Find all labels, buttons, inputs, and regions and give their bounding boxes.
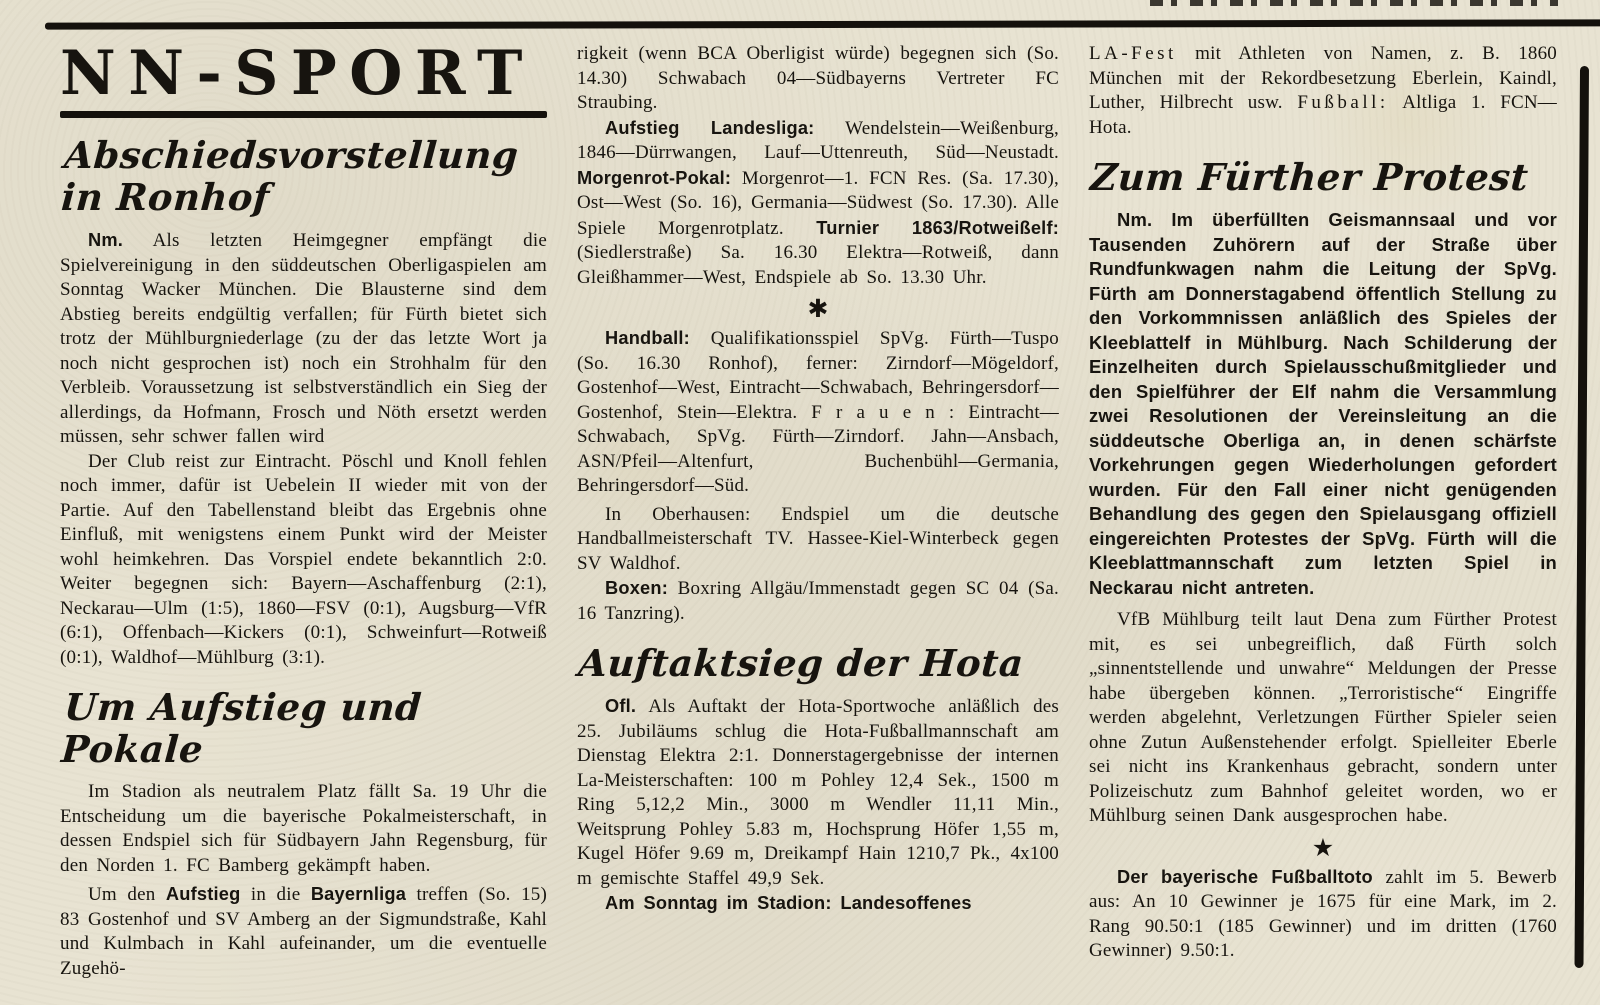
paragraph [577, 891, 1059, 917]
text-run: zahlt im 5. Bewerb aus: An 10 Gewinner je 1675 für eine Mark, im 2. Rang 90.50:1 (185 Gewinner) und im dritten (1760 Gewinner) 9.50:1. [1089, 866, 1557, 961]
paragraph: rigkeit (wenn BCA Oberligist würde) begegnen sich (So. 14.30) Schwabach 04—Südbayerns Vertreter FC Straubing. [577, 43, 1059, 113]
headline-um-aufstieg-und-pokale: Um Aufstieg und Pokale [59, 685, 424, 771]
text-run: Qualifikationsspiel SpVg. Fürth—Tuspo (So. 16.30 Ronhof), ferner: Zirndorf—Mögeldorf, Gostenhof—West, Eintracht—Schwabach, Behringersdorf—Gostenhof, Stein—Elektra. F r a u e n : Eintracht—Schwabach, SpVg. Fürth—Zirndorf. Jahn—Ansbach, ASN/Pfeil—Altenfurt, Buchenbühl—Germania, Behringersdorf—Süd. [577, 328, 1059, 496]
text-run: Morgenrot—1. FCN Res. (Sa. 17.30), Ost—West (So. 16), Germania—Südwest (So. 17.30). Alle Spiele Morgenrotplatz. [577, 167, 1059, 239]
column-left [60, 28, 547, 981]
text-run: Handball: [605, 327, 690, 348]
text-run: Aufstieg Landesliga: [605, 116, 815, 138]
paragraph [577, 694, 1059, 891]
text-run: LA-Fest [1089, 43, 1177, 64]
text-run: Als Auftakt der Hota-Sportwoche anläßlich des 25. Jubiläums schlug die Hota-Fußballmannschaft am Dienstag Elektra 2:1. Donnerstagergebnisse der internen La-Meisterschaften: 100 m Pohley 12,4 Sek., 1500 m Ring 5,12,2 Min., 3000 m Wendler 11,11 Min., Weitsprung Pohley 5.83 m, Hochsprung Höfer 1,55 m, Kugel Höfer 9.69 m, Dreikampf Hain 1210,7 Pk., 4x100 m gemischte Staffel 49,9 Sek. [577, 696, 1059, 889]
text-run: Morgenrot-Pokal: [577, 166, 732, 188]
headline-zum-fuerther-protest: Zum Fürther Protest [1088, 155, 1530, 199]
column-right [1089, 28, 1557, 981]
text-run: treffen (So. 15) 83 Gostenhof und SV Amberg an der Sigmundstraße, Kahl und Kulmbach in Kahl aufeinander, um die eventuelle Zugehö- [60, 884, 548, 979]
paragraph: Der Club reist zur Eintracht. Pöschl und Knoll fehlen noch immer, dafür ist Uebelein II wieder mit von der Partie. Auf den Tabellenstand bleibt das Ergebnis ohne Einfluß, mit wenigstens einem Punkt wird der Meister wohl heimkehren. Das Vorspiel endete bekanntlich 2:0. Weiter begegnen sich: Bayern—Aschaffenburg (2:1), Neckarau—Ulm (1:5), 1860—FSV (0:1), Augsburg—VfR (6:1), Offenbach—Kickers (0:1), Schweinfurt—Rotweiß (0:1), Waldhof—Mühlburg (3:1). [60, 450, 547, 668]
paragraph [60, 228, 547, 450]
text-run: Boxring Allgäu/Immenstadt gegen SC 04 (Sa. 16 Tanzring). [577, 578, 1059, 624]
text-run: Ofl. [605, 695, 637, 716]
text-run: Boxen: [605, 577, 668, 598]
paragraph [1089, 42, 1557, 140]
paragraph [60, 882, 547, 981]
text-run: Aufstieg [165, 883, 241, 904]
text-run: Um den [88, 884, 166, 905]
paragraph: VfB Mühlburg teilt laut Dena zum Fürther Protest mit, es sei unbegreiflich, daß Fürth solch „sinnentstellende und unwahre“ Meldungen der Presse habe übergeben können. „Terroristische“ Eingriffe werden abgelehnt, Verletzungen Fürther Spieler seien ohne Zutun Außenstehender erfolgt. Spielleiter Eberle sei nicht ins Krankenhaus gebracht, sondern unter Polizeischutz zum Bahnhof geleitet worden, wo er Mühlburg seinen Dank ausgesprochen habe. [1089, 609, 1557, 826]
text-run: Wendelstein—Weißenburg, 1846—Dürrwangen, Lauf—Uttenreuth, Süd—Neustadt. [577, 117, 1059, 163]
column-middle [577, 28, 1059, 981]
text-run: (Siedlerstraße) Sa. 16.30 Elektra—Rotweiß, dann Gleißhammer—West, Endspiele ab So. 13.30 Uhr. [577, 242, 1059, 288]
text-run: Als letzten Heimgegner empfängt die Spielvereinigung in den süddeutschen Oberligaspielen am Sonntag Wacker München. Die Blausterne sind dem Abstieg bereits endgültig verfallen; für Fürth bietet sich trotz der Mühlburgniederlage (zu der das letzte Wort ja noch nicht gesprochen ist) noch ein Strohhalm für den Verbleib. Voraussetzung ist selbstverständlich ein Sieg der allerdings, da Hofmann, Frosch und Nöth ersetzt werden müssen, sehr schwer fallen wird [60, 230, 547, 447]
text-run: in die [240, 884, 311, 905]
text-run: Am Sonntag im Stadion: Landesoffenes [605, 892, 972, 913]
text-run: Fußball: [1297, 92, 1389, 113]
text-run: Nm. [88, 229, 124, 250]
cropped-text-fragment [1150, 0, 1558, 6]
text-run: Bayernliga [310, 883, 407, 904]
paragraph [577, 116, 1059, 291]
text-run: Der bayerische Fußballtoto [1117, 865, 1373, 887]
column-divider-rule [1574, 66, 1589, 968]
paragraph [577, 326, 1059, 499]
column-layout [60, 28, 1557, 981]
asterisk-divider: ✱ [807, 294, 829, 323]
paragraph [1089, 865, 1557, 964]
text-run: Altliga 1. FCN—Hota. [1089, 92, 1557, 138]
text-run: Turnier 1863/Rotweißelf: [816, 216, 1059, 238]
headline-auftaktsieg-der-hota: Auftaktsieg der Hota [576, 641, 1026, 685]
paragraph: In Oberhausen: Endspiel um die deutsche Handballmeisterschaft TV. Hassee-Kiel-Winterbeck gegen SV Waldhof. [577, 503, 1059, 574]
paragraph [577, 576, 1059, 626]
masthead [60, 38, 547, 118]
paragraph: Im Stadion als neutralem Platz fällt Sa. 19 Uhr die Entscheidung um die bayerische Pokalmeisterschaft, in dessen Endspiel sich für Südbayern Jahn Regensburg, für den Norden 1. FC Bamberg gekämpft haben. [60, 781, 547, 876]
headline-abschiedsvorstellung: Abschiedsvorstellung in Ronhof [59, 133, 521, 219]
masthead-rule [60, 111, 547, 118]
paragraph: Nm. Im überfüllten Geismannsaal und vor Tausenden Zuhörern auf der Straße über Rundfunkwagen nahm die Leitung der SpVg. Fürth am Donnerstagabend öffentlich Stellung zu den Vorkommnissen anläßlich des Spieles der Kleeblattelf in Mühlburg. Nach Schilderung der Einzelheiten durch Spielausschußmitglieder und den Spielführer der Elf nahm die Versammlung zwei Resolutionen der Vereinsleitung an die süddeutsche Oberliga an, in denen schärfste Vorkehrungen gegen Wiederholungen gefordert wurden. Für den Fall einer nicht genügenden Behandlung des gegen den Spielausgang offiziell eingereichten Protestes der SpVg. Fürth will die Kleeblattmannschaft zum letzten Spiel in Neckarau nicht antreten. [1089, 209, 1557, 598]
masthead-title: NN-SPORT [60, 38, 535, 109]
star-divider: ★ [1311, 832, 1335, 862]
text-run: mit Athleten von Namen, z. B. 1860 München mit der Rekordbesetzung Eberlein, Kaindl, Luther, Hilbrecht usw. [1089, 43, 1557, 113]
